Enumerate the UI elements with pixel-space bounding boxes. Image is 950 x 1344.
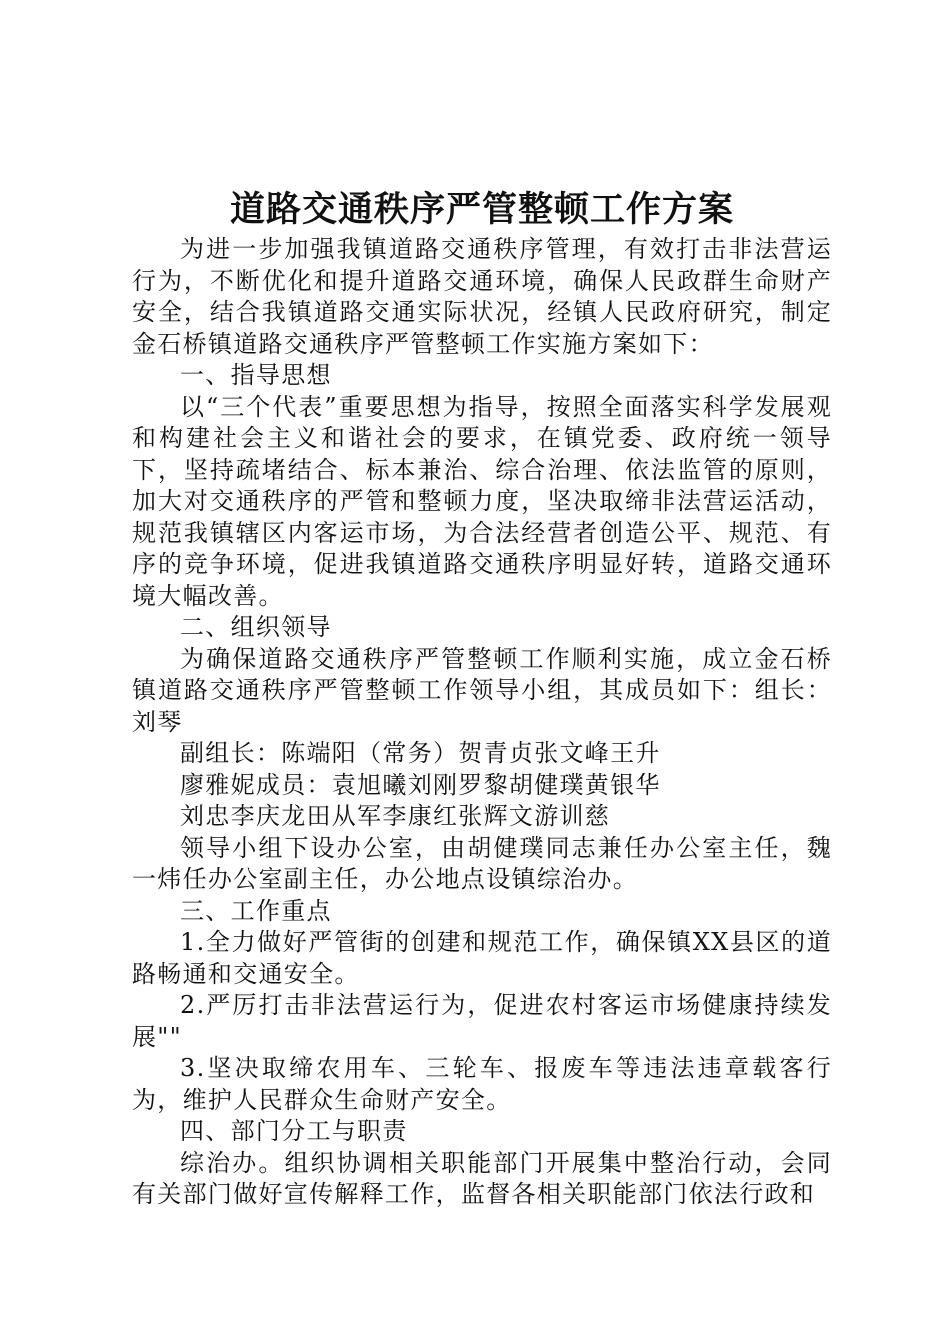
- members-line-1: 廖雅妮成员：袁旭曦刘刚罗黎胡健璞黄银华: [180, 770, 661, 799]
- organization-paragraph: 为确保道路交通秩序严管整顿工作顺利实施，成立金石桥镇道路交通秩序严管整顿工作领导小组，其成员如下：组长：刘琴: [132, 644, 832, 736]
- section-heading-organization: 二、组织领导: [180, 613, 332, 641]
- document-page: [132, 186, 832, 1211]
- members-line-2: 刘忠李庆龙田从军李康红张辉文游训慈: [180, 802, 611, 830]
- guiding-ideology-paragraph: 以“三个代表”重要思想为指导，按照全面落实科学发展观和构建社会主义和谐社会的要求，在镇党委、政府统一领导下，坚持疏堵结合、标本兼治、综合治理、依法监管的原则，加大对交通秩序的严管和整顿力度，坚决取缔非法营运活动，规范我镇辖区内客运市场，为合法经营者创造公平、规范、有序的竞争环境，促进我镇道路交通秩序明显好转，道路交通环境大幅改善。: [132, 392, 832, 610]
- section-heading-division-of-duties: 四、部门分工与职责: [180, 1117, 408, 1145]
- section-heading-work-focus: 三、工作重点: [180, 896, 332, 925]
- document-title: 道路交通秩序严管整顿工作方案: [229, 189, 734, 230]
- section-heading-guiding-ideology: 一、指导思想: [180, 361, 332, 389]
- work-focus-item-2: 2.严厉打击非法营运行为，促进农村客运市场健康持续发展"": [132, 991, 832, 1051]
- work-focus-item-3: 3.坚决取缔农用车、三轮车、报废车等违法违章载客行为，维护人民群众生命财产安全。: [132, 1054, 832, 1114]
- duties-paragraph: 综治办。组织协调相关职能部门开展集中整治行动，会同有关部门做好宣传解释工作，监督各相关职能部门依法行政和: [132, 1148, 832, 1208]
- document-body: [132, 234, 832, 1211]
- work-focus-item-1: 1.全力做好严管街的创建和规范工作，确保镇XX县区的道路畅通和交通安全。: [132, 928, 832, 988]
- intro-paragraph: 为进一步加强我镇道路交通秩序管理，有效打击非法营运行为，不断优化和提升道路交通环境，确保人民政群生命财产安全，结合我镇道路交通实际状况，经镇人民政府研究，制定金石桥镇道路交通秩序严管整顿工作实施方案如下：: [132, 235, 832, 358]
- deputy-leaders-line: 副组长：陈端阳（常务）贺青贞张文峰王升: [180, 739, 661, 767]
- office-paragraph: 领导小组下设办公室，由胡健璞同志兼任办公室主任，魏一炜任办公室副主任，办公地点设镇综治办。: [132, 833, 832, 893]
